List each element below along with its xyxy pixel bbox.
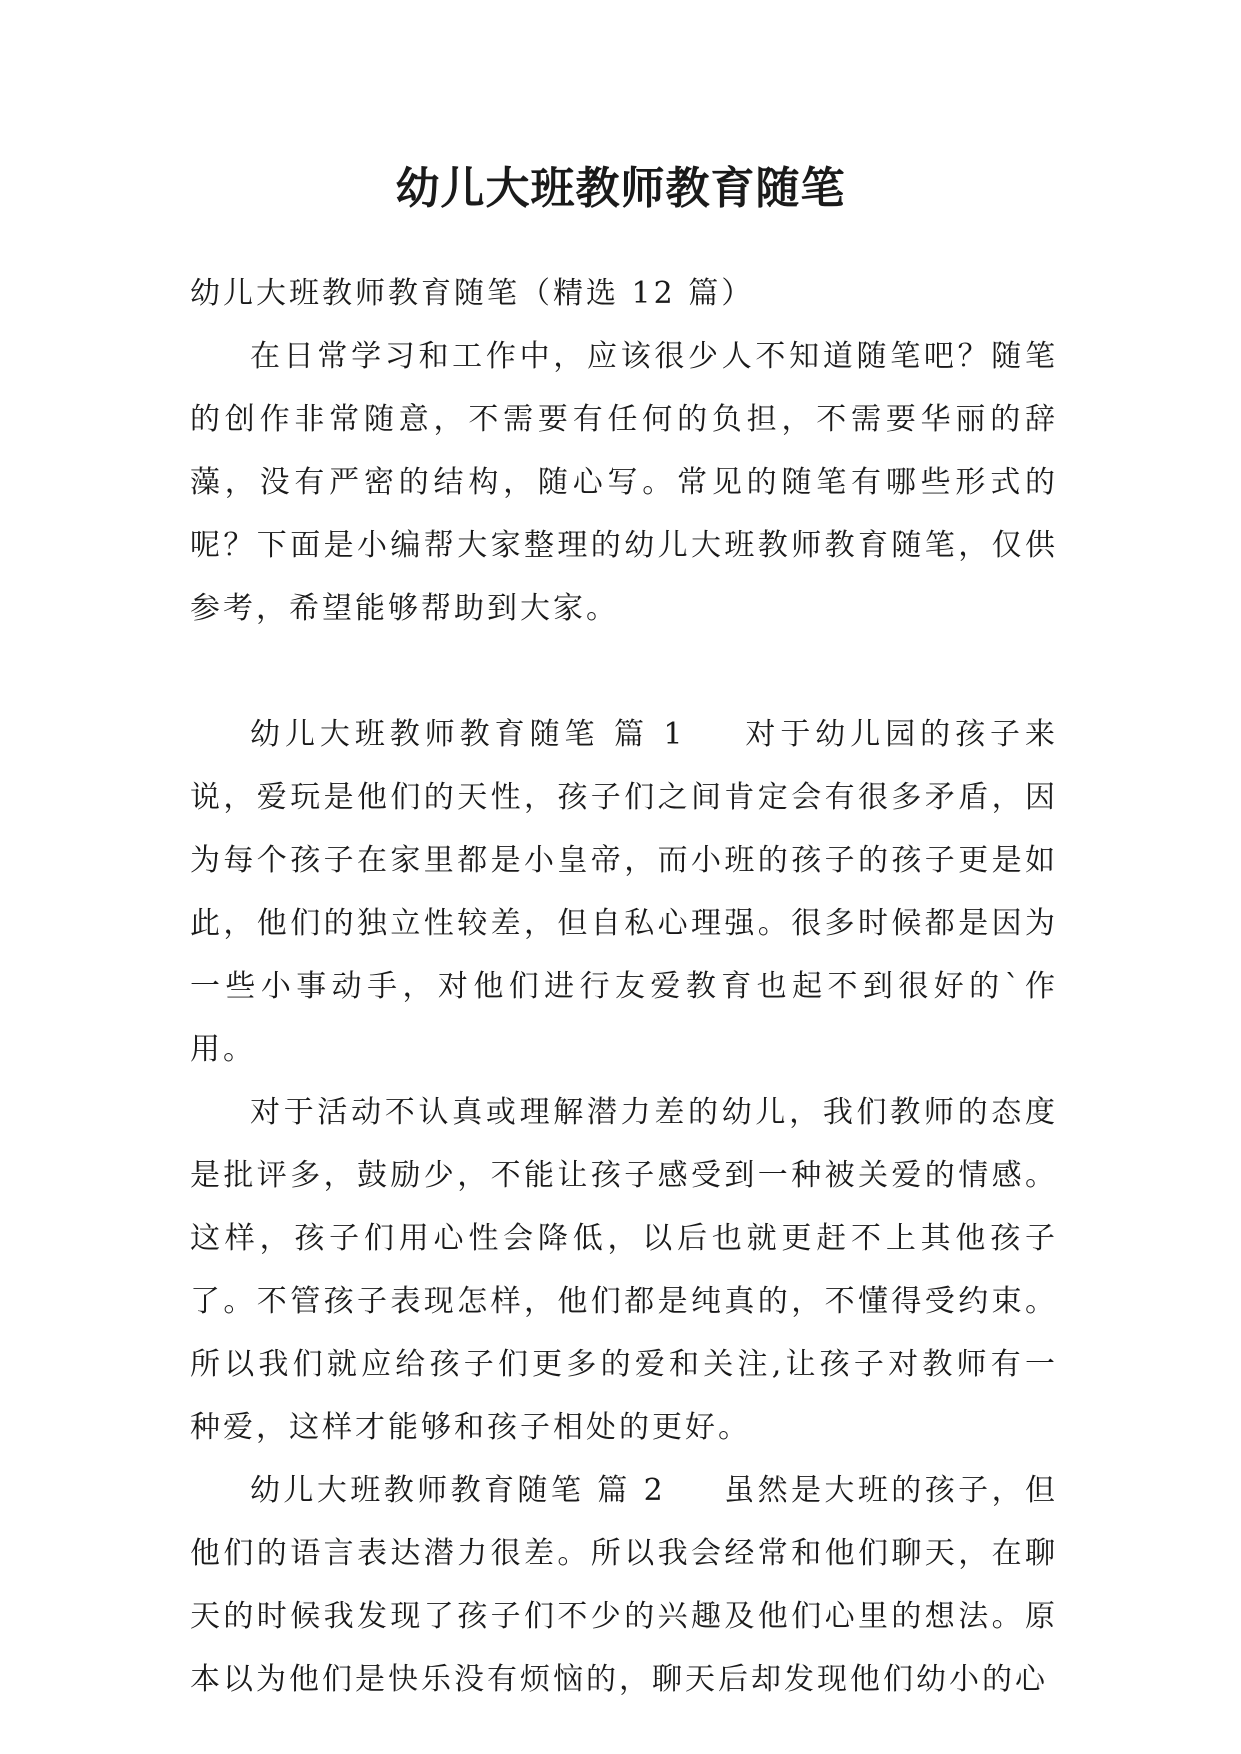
intro-paragraph: 在日常学习和工作中，应该很少人不知道随笔吧？随笔的创作非常随意，不需要有任何的负担，不需要华丽的辞藻，没有严密的结构，随心写。常见的随笔有哪些形式的呢？下面是小编帮大家整理的幼儿大班教师教育随笔，仅供参考，希望能够帮助到大家。 <box>190 339 1058 626</box>
section-1-paragraph-1: 对于幼儿园的孩子来说，爱玩是他们的天性，孩子们之间肯定会有很多矛盾，因为每个孩子在家里都是小皇帝，而小班的孩子的孩子更是如此，他们的独立性较差，但自私心理强。很多时候都是因为一些小事动手，对他们进行友爱教育也起不到很好的`作用。 <box>190 717 1058 1067</box>
section-1-heading: 幼儿大班教师教育随笔 篇 1 <box>250 717 686 752</box>
document-body <box>190 262 1058 1711</box>
page-title: 幼儿大班教师教育随笔 <box>395 163 846 214</box>
document-subtitle: 幼儿大班教师教育随笔（精选 12 篇） <box>190 276 755 311</box>
section-2-paragraph-1: 虽然是大班的孩子，但他们的语言表达潜力很差。所以我会经常和他们聊天，在聊天的时候我发现了孩子们不少的兴趣及他们心里的想法。原本以为他们是快乐没有烦恼的，聊天后却发现他们幼小的心 <box>190 1473 1058 1697</box>
section-2-first-paragraph <box>190 1459 1058 1711</box>
section-1-first-paragraph <box>190 703 1058 1081</box>
section-1-paragraph-2: 对于活动不认真或理解潜力差的幼儿，我们教师的态度是批评多，鼓励少，不能让孩子感受到一种被关爱的情感。这样，孩子们用心性会降低，以后也就更赶不上其他孩子了。不管孩子表现怎样，他们都是纯真的，不懂得受约束。所以我们就应给孩子们更多的爱和关注,让孩子对教师有一种爱，这样才能够和孩子相处的更好。 <box>190 1095 1058 1445</box>
section-2-heading: 幼儿大班教师教育随笔 篇 2 <box>250 1473 666 1508</box>
